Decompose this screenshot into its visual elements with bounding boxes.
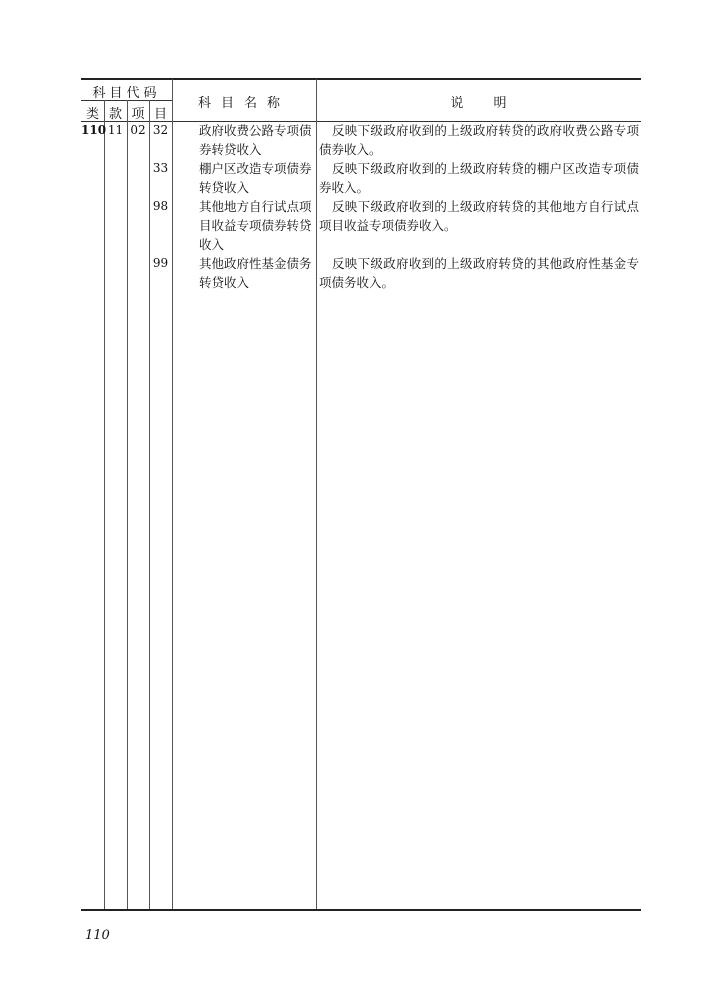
- subject-description: 反映下级政府收到的上级政府转贷的棚户区改造专项债券收入。: [319, 161, 639, 195]
- subject-description: 反映下级政府收到的上级政府转贷的其他政府性基金专项债务收入。: [319, 256, 639, 290]
- column-divider-xiang-mu: [149, 100, 150, 909]
- subject-description: 反映下级政府收到的上级政府转贷的其他地方自行试点项目收益专项债券收入。: [319, 199, 639, 233]
- header-description: 说 明: [450, 96, 507, 111]
- code-kuan: 11: [107, 123, 124, 137]
- header-xiang: 项: [131, 107, 145, 122]
- column-divider-code-name: [172, 79, 173, 909]
- header-kuan: 款: [108, 107, 122, 122]
- code-mu: 32: [152, 123, 169, 137]
- page-number: 110: [85, 928, 110, 943]
- subject-name: 政府收费公路专项债券转贷收入: [199, 123, 312, 157]
- column-divider-lei-kuan: [104, 100, 105, 909]
- code-mu: 98: [152, 199, 169, 213]
- table-top-rule: [81, 78, 641, 80]
- subject-name: 其他政府性基金债务转贷收入: [199, 256, 312, 290]
- table-bottom-rule: [81, 909, 641, 911]
- column-divider-kuan-xiang: [127, 100, 128, 909]
- header-subject-code: 科目代码: [92, 86, 161, 101]
- subject-description: 反映下级政府收到的上级政府转贷的政府收费公路专项债券收入。: [319, 123, 639, 157]
- code-xiang: 02: [130, 123, 146, 137]
- header-subject-name: 科目名称: [197, 96, 290, 111]
- code-mu: 99: [152, 256, 169, 270]
- code-lei: 110: [81, 123, 107, 137]
- subject-name: 棚户区改造专项债券转贷收入: [199, 161, 312, 195]
- column-divider-name-description: [316, 79, 317, 909]
- code-mu: 33: [152, 161, 169, 175]
- header-lei: 类: [85, 107, 99, 122]
- subject-name: 其他地方自行试点项目收益专项债券转贷收入: [199, 199, 312, 252]
- header-mu: 目: [153, 107, 167, 122]
